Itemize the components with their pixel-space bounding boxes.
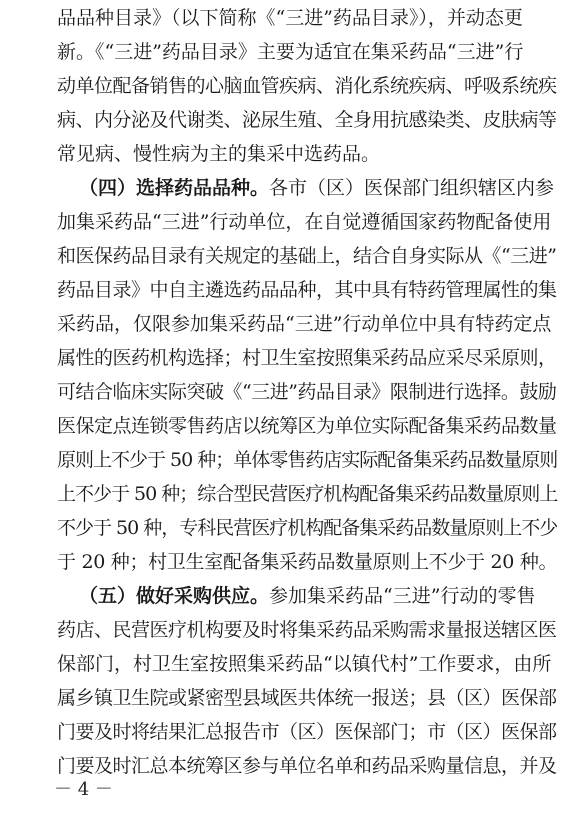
- text-line: [57, 1, 557, 35]
- line-text: 药店、民营医疗机构要及时将集采药品采购需求量报送辖区医: [57, 619, 557, 641]
- text-line: [57, 749, 557, 783]
- line-text: 属乡镇卫生院或紧密型县域医共体统一报送；县（区）医保部: [57, 687, 557, 709]
- text-line: [57, 137, 557, 171]
- line-text: 各市（区）医保部门组织辖区内参: [269, 177, 555, 199]
- text-line: [57, 239, 557, 273]
- page-number: － 4 －: [54, 779, 113, 800]
- text-line: [57, 307, 557, 341]
- line-text: 门要及时将结果汇总报告市（区）医保部门；市（区）医保部: [57, 721, 557, 743]
- text-line: [57, 103, 557, 137]
- text-line: [57, 341, 557, 375]
- text-line: [57, 35, 557, 69]
- line-text: 属性的医药机构选择；村卫生室按照集采药品应采尽采原则，: [57, 347, 557, 369]
- text-line: [57, 409, 557, 443]
- text-line: [57, 477, 557, 511]
- paragraph-first-line: [79, 171, 557, 205]
- text-line: [57, 647, 557, 681]
- line-text: 品品种目录》（以下简称《“三进”药品目录》），并动态更: [57, 7, 523, 29]
- line-text: 门要及时汇总本统筹区参与单位名单和药品采购量信息，并及: [57, 755, 557, 777]
- line-text: 采药品，仅限参加集采药品“三进”行动单位中具有特药定点: [57, 313, 552, 335]
- line-text: 参加集采药品“三进”行动的零售: [269, 585, 536, 607]
- line-text: 可结合临床实际突破《“三进”药品目录》限制进行选择。鼓励: [57, 381, 557, 403]
- line-text: 医保定点连锁零售药店以统筹区为单位实际配备集采药品数量: [57, 415, 557, 437]
- line-text: 加集采药品“三进”行动单位，在自觉遵循国家药物配备使用: [57, 211, 552, 233]
- line-text: 上不少于 50 种；综合型民营医疗机构配备集采药品数量原则上: [57, 483, 558, 505]
- section-heading-4: （四）选择药品品种。: [79, 177, 270, 199]
- line-text: 原则上不少于 50 种；单体零售药店实际配备集采药品数量原则: [57, 449, 558, 471]
- text-line: [57, 613, 557, 647]
- text-line: [57, 715, 557, 749]
- line-text: 常见病、慢性病为主的集采中选药品。: [57, 143, 381, 165]
- text-line: [57, 375, 557, 409]
- text-line: [57, 511, 557, 545]
- text-line: [57, 69, 557, 103]
- line-text: 病、内分泌及代谢类、泌尿生殖、全身用抗感染类、皮肤病等: [57, 109, 557, 131]
- text-line: [57, 443, 557, 477]
- text-line: [57, 545, 557, 579]
- text-line: [57, 681, 557, 715]
- line-text: 动单位配备销售的心脑血管疾病、消化系统疾病、呼吸系统疾: [57, 75, 557, 97]
- line-text: 药品目录》中自主遴选药品品种，其中具有特药管理属性的集: [57, 279, 557, 301]
- paragraph-first-line: [79, 579, 557, 613]
- line-text: 于 20 种；村卫生室配备集采药品数量原则上不少于 20 种。: [57, 551, 558, 573]
- line-text: 和医保药品目录有关规定的基础上，结合自身实际从《“三进”: [57, 245, 557, 267]
- section-heading-5: （五）做好采购供应。: [79, 585, 270, 607]
- text-line: [57, 273, 557, 307]
- text-line: [57, 205, 557, 239]
- line-text: 保部门，村卫生室按照集采药品“以镇代村”工作要求，由所: [57, 653, 552, 675]
- line-text: 不少于 50 种，专科民营医疗机构配备集采药品数量原则上不少: [57, 517, 558, 539]
- line-text: 新。《“三进”药品目录》主要为适宜在集采药品“三进”行: [57, 41, 524, 63]
